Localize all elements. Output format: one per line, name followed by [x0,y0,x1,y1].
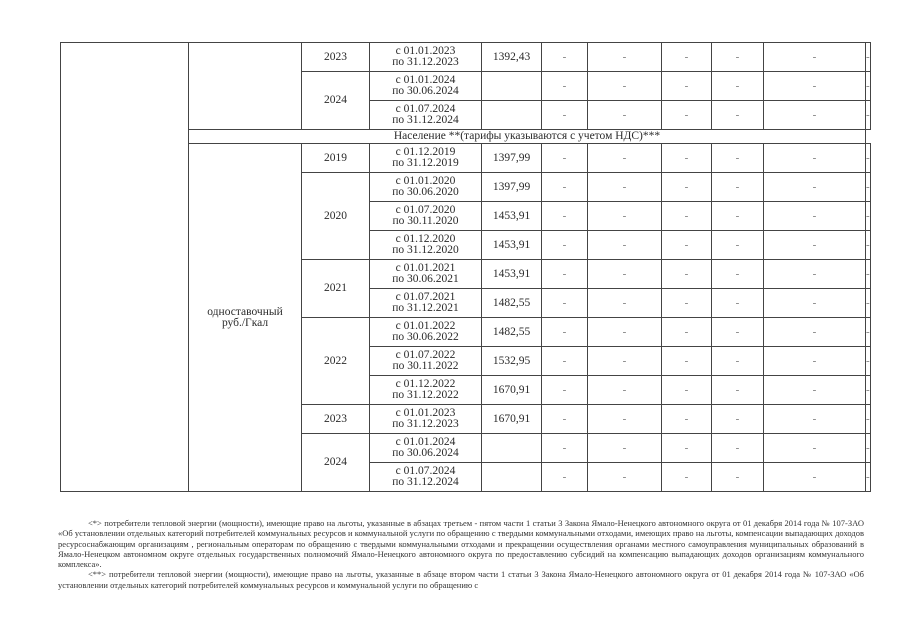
year-cell: 2023 [302,43,370,72]
value-cell: 1392,43 [482,43,542,72]
dash-cell: - [764,72,866,101]
dash-cell: - [662,101,712,130]
period-cell [370,260,482,289]
unit-label: одноставочный руб./Гкал [189,144,302,492]
period-to: по 31.12.2022 [392,389,459,401]
value-cell: 1453,91 [482,202,542,231]
dash-cell: - [662,202,712,231]
period-to: по 30.06.2024 [392,447,459,459]
footnote-2: <**> потребители тепловой энергии (мощности), имеющие право на льготы, указанные в абзаце втором части 1 статьи 3 Закона Ямало-Ненецкого автономного округа от 01 декабря 2014 года № 107-ЗАО «Об установлении отдельных категорий потребителей коммунальных ресурсов и коммунальной услуги по обращению с [58,569,864,590]
dash-cell: - [542,173,588,202]
dash-cell: - [588,405,662,434]
dash-cell: - [542,72,588,101]
dash-cell: - [662,376,712,405]
value-cell: 1482,55 [482,318,542,347]
period-from: с 01.07.2021 [395,291,456,303]
tariff-table [60,42,871,492]
dash-cell: - [764,173,866,202]
period-cell [370,202,482,231]
dash-cell: - [712,405,764,434]
dash-cell: - [588,347,662,376]
dash-cell: - [542,260,588,289]
period-from: с 01.01.2021 [395,262,456,274]
dash-cell: - [542,43,588,72]
dash-cell: - [588,72,662,101]
dash-cell: - [712,43,764,72]
year-cell: 2022 [302,318,370,405]
period-from: с 01.07.2024 [395,103,456,115]
dash-cell: - [712,463,764,492]
dash-cell: - [866,231,871,260]
year-cell: 2021 [302,260,370,318]
dash-cell: - [662,434,712,463]
dash-cell: - [712,231,764,260]
dash-cell: - [662,347,712,376]
dash-cell: - [712,173,764,202]
period-cell [370,144,482,173]
dash-cell: - [712,202,764,231]
dash-cell: - [542,434,588,463]
value-cell [482,434,542,463]
year-cell: 2023 [302,405,370,434]
period-to: по 31.12.2023 [392,56,459,68]
year-cell: 2024 [302,72,370,130]
dash-cell: - [866,434,871,463]
period-from: с 01.07.2024 [395,465,456,477]
value-cell: 1532,95 [482,347,542,376]
dash-cell: - [712,260,764,289]
dash-cell: - [662,173,712,202]
dash-cell: - [588,434,662,463]
period-from: с 01.01.2023 [395,407,456,419]
period-to: по 31.12.2024 [392,114,459,126]
period-cell [370,289,482,318]
dash-cell: - [542,405,588,434]
dash-cell: - [542,202,588,231]
period-from: с 01.12.2022 [395,378,456,390]
period-cell [370,231,482,260]
dash-cell: - [712,318,764,347]
period-cell [370,347,482,376]
dash-cell: - [764,405,866,434]
unit-empty-cell [189,43,302,130]
value-cell [482,463,542,492]
dash-cell: - [588,289,662,318]
dash-cell: - [764,463,866,492]
footnotes [58,518,864,590]
dash-cell: - [764,318,866,347]
table-row [61,43,871,72]
period-cell [370,101,482,130]
value-cell: 1453,91 [482,260,542,289]
dash-cell: - [712,289,764,318]
dash-cell: - [542,347,588,376]
period-cell [370,376,482,405]
dash-cell: - [588,318,662,347]
dash-cell: - [662,463,712,492]
period-to: по 31.12.2023 [392,418,459,430]
period-from: с 01.07.2020 [395,204,456,216]
dash-cell: - [588,202,662,231]
value-cell: 1453,91 [482,231,542,260]
value-cell [482,72,542,101]
dash-cell: - [764,231,866,260]
dash-cell: - [542,144,588,173]
dash-cell: - [712,144,764,173]
period-to: по 31.12.2020 [392,244,459,256]
dash-cell: - [662,260,712,289]
dash-cell: - [588,376,662,405]
dash-cell: - [866,101,871,130]
dash-cell: - [662,43,712,72]
value-cell: 1397,99 [482,173,542,202]
period-to: по 30.11.2020 [392,215,459,227]
period-from: с 01.01.2022 [395,320,456,332]
dash-cell: - [866,72,871,101]
value-cell: 1397,99 [482,144,542,173]
period-cell [370,72,482,101]
dash-cell: - [866,405,871,434]
period-cell [370,43,482,72]
dash-cell: - [866,347,871,376]
dash-cell: - [542,463,588,492]
dash-cell: - [542,289,588,318]
period-from: с 01.07.2022 [395,349,456,361]
period-to: по 31.12.2021 [392,302,459,314]
dash-cell: - [764,202,866,231]
dash-cell: - [662,405,712,434]
footnote-1: <*> потребители тепловой энергии (мощности), имеющие право на льготы, указанные в абзацах третьем - пятом части 1 статьи 3 Закона Ямало-Ненецкого автономного округа от 01 декабря 2014 года № 107-ЗАО «Об установлении отдельных категорий потребителей коммунальных ресурсов и коммунальной услуги по обращению с твердыми коммунальными отходами, имеющих право на льготы, компенсации выпадающих доходов ресурсоснабжающим организациям , региональным операторам по обращению с твердыми коммунальными отходами и прекращении осуществления органами местного самоуправления муниципальных образований в Ямало-Ненецком автономном округе отдельных государственных полномочий Ямало-Ненецкого автономного округа по предоставлению субсидий на компенсацию выпадающих доходов организациям коммунального комплекса». [58,518,864,570]
dash-cell: - [866,202,871,231]
dash-cell: - [866,463,871,492]
dash-cell: - [662,72,712,101]
period-from: с 01.12.2020 [395,233,456,245]
dash-cell: - [866,43,871,72]
value-cell: 1482,55 [482,289,542,318]
dash-cell: - [764,144,866,173]
dash-cell: - [588,144,662,173]
dash-cell: - [662,289,712,318]
dash-cell: - [662,318,712,347]
period-to: по 30.11.2022 [392,360,459,372]
dash-cell: - [764,347,866,376]
period-cell [370,405,482,434]
section-header: Население **(тарифы указываются с учетом НДС)*** [189,130,866,144]
year-cell: 2019 [302,144,370,173]
period-from: с 01.01.2024 [395,74,456,86]
period-from: с 01.01.2023 [395,45,456,57]
dash-cell: - [764,434,866,463]
dash-cell: - [764,376,866,405]
period-from: с 01.01.2020 [395,175,456,187]
dash-cell: - [542,101,588,130]
table-body [61,43,871,492]
dash-cell: - [588,260,662,289]
period-to: по 30.06.2024 [392,85,459,97]
dash-cell: - [542,231,588,260]
dash-cell: - [764,43,866,72]
dash-cell: - [866,260,871,289]
value-cell: 1670,91 [482,376,542,405]
dash-cell: - [712,347,764,376]
period-to: по 31.12.2019 [392,157,459,169]
period-to: по 30.06.2022 [392,331,459,343]
dash-cell: - [866,173,871,202]
dash-cell: - [712,101,764,130]
dash-cell: - [588,231,662,260]
period-cell [370,173,482,202]
left-empty-cell [61,43,189,492]
period-cell [370,434,482,463]
period-cell [370,318,482,347]
dash-cell: - [866,376,871,405]
value-cell: 1670,91 [482,405,542,434]
dash-cell: - [712,376,764,405]
dash-cell: - [588,43,662,72]
period-from: с 01.12.2019 [395,146,456,158]
dash-cell: - [542,376,588,405]
year-cell: 2020 [302,173,370,260]
dash-cell: - [866,318,871,347]
dash-cell: - [588,101,662,130]
value-cell [482,101,542,130]
year-cell: 2024 [302,434,370,492]
dash-cell: - [764,101,866,130]
dash-cell: - [764,289,866,318]
period-cell [370,463,482,492]
dash-cell: - [542,318,588,347]
dash-cell: - [662,231,712,260]
dash-cell: - [866,144,871,173]
dash-cell: - [712,434,764,463]
period-from: с 01.01.2024 [395,436,456,448]
dash-cell: - [588,173,662,202]
dash-cell: - [588,463,662,492]
dash-cell: - [712,72,764,101]
period-to: по 30.06.2021 [392,273,459,285]
dash-cell: - [662,144,712,173]
period-to: по 30.06.2020 [392,186,459,198]
dash-cell: - [764,260,866,289]
period-to: по 31.12.2024 [392,476,459,488]
dash-cell: - [866,289,871,318]
